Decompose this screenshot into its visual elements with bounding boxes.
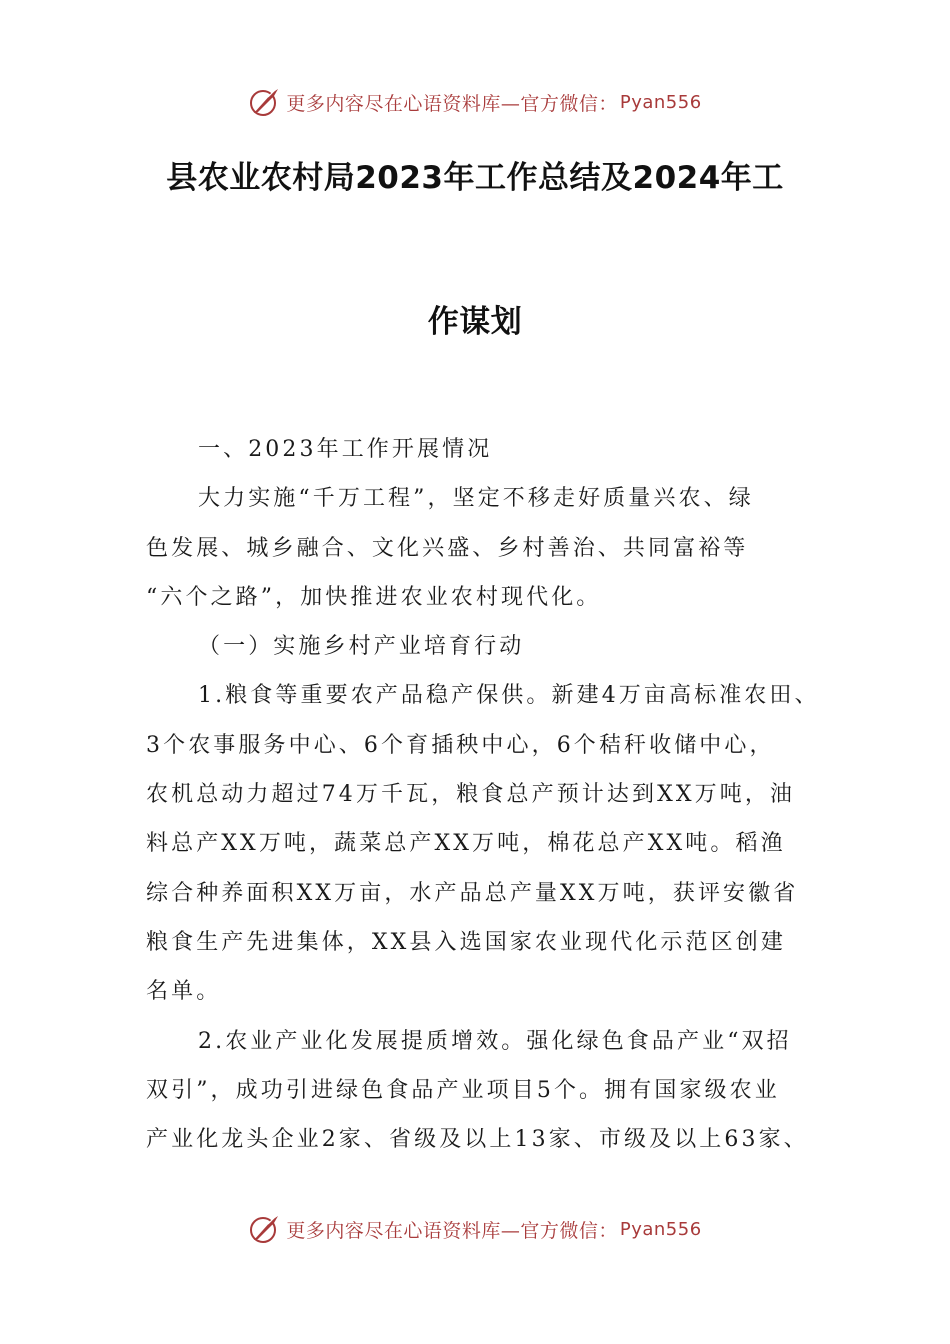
body-line: 色发展、城乡融合、文化兴盛、乡村善治、共同富裕等 [146, 535, 749, 561]
body-line: 大力实施“千万工程”，坚定不移走好质量兴农、绿 [198, 486, 754, 512]
body-line: 1.粮食等重要农产品稳产保供。新建4万亩高标准农田、 [198, 683, 820, 709]
subsection-heading: （一）实施乡村产业培育行动 [198, 634, 525, 660]
quill-logo-icon [248, 85, 282, 119]
document-body [146, 425, 820, 1164]
watermark-wechat-id: Pyan556 [619, 1218, 702, 1240]
body-line: 农机总动力超过74万千瓦，粮食总产预计达到XX万吨，油 [146, 782, 796, 808]
body-line: 双引”，成功引进绿色食品产业项目5个。拥有国家级农业 [146, 1077, 780, 1103]
body-line: 综合种养面积XX万亩，水产品总产量XX万吨，获评安徽省 [146, 880, 799, 906]
quill-logo-icon [248, 1212, 282, 1246]
body-line: 产业化龙头企业2家、省级及以上13家、市级及以上63家、 [146, 1127, 809, 1153]
document-title-line-1: 县农业农村局2023年工作总结及2024年工 [166, 160, 784, 196]
watermark-wechat-id: Pyan556 [619, 91, 702, 113]
body-line: 名单。 [146, 979, 222, 1005]
body-line: 粮食生产先进集体，XX县入选国家农业现代化示范区创建 [146, 929, 786, 955]
section-heading: 一、2023年工作开展情况 [198, 437, 493, 462]
footer-watermark [0, 1209, 950, 1249]
body-line: “六个之路”，加快推进农业农村现代化。 [146, 584, 602, 610]
body-line: 料总产XX万吨，蔬菜总产XX万吨，棉花总产XX吨。稻渔 [146, 831, 786, 857]
header-watermark [0, 82, 950, 122]
watermark-text: 更多内容尽在心语资料库—官方微信： [286, 92, 618, 115]
body-line: 3个农事服务中心、6个育插秧中心，6个秸秆收储中心， [146, 732, 775, 758]
body-line: 2.农业产业化发展提质增效。强化绿色食品产业“双招 [198, 1028, 792, 1054]
watermark-text: 更多内容尽在心语资料库—官方微信： [286, 1219, 618, 1242]
document-title-line-2: 作谋划 [427, 304, 523, 340]
